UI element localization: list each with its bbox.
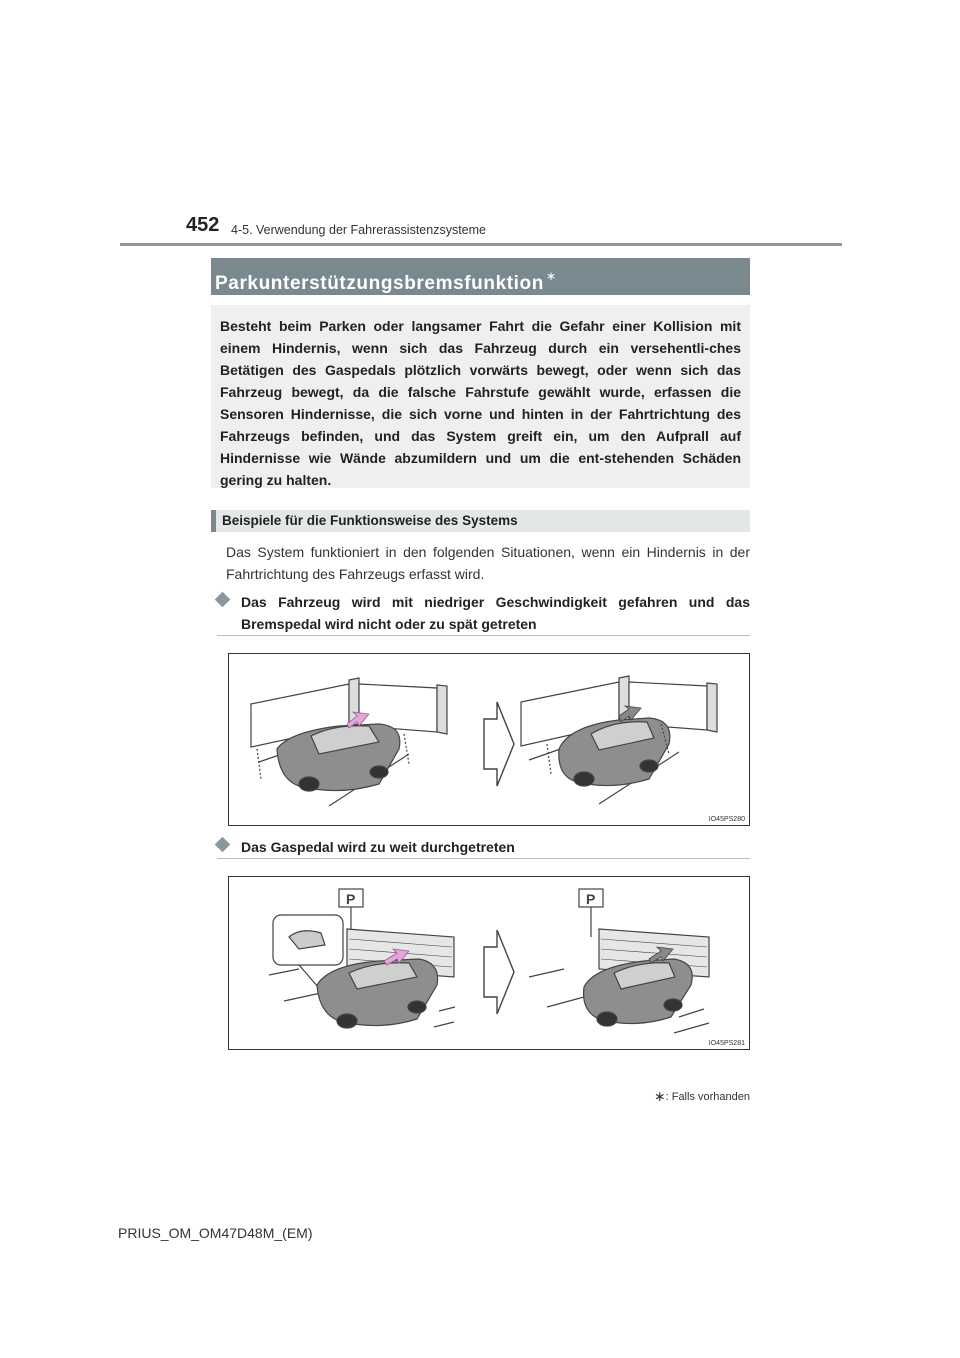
title-footnote-mark: ∗ (545, 269, 557, 283)
footnote (654, 1088, 750, 1105)
section-title (211, 258, 557, 302)
footnote-text: : Falls vorhanden (665, 1091, 750, 1103)
case-1-divider (217, 635, 750, 636)
case-2-label: Das Gaspedal wird zu weit durchgetreten (241, 839, 515, 855)
intro-box (211, 305, 750, 488)
case-1 (217, 591, 750, 635)
transition-arrow-icon (484, 702, 514, 786)
examples-heading-text: Beispiele für die Funktionsweise des Systems (222, 513, 518, 528)
intro-text: Besteht beim Parken oder langsamer Fahrt die Gefahr einer Kollision mit einem Hindernis, wenn sich das Fahrzeug durch ein versehentli-ches Betätigen des Gaspedals plötzlich vorwärts bewegt, oder wenn sich das Fahrzeug bewegt, da die falsche Fahrstufe gewählt wurde, erfassen die Sensoren Hindernisse, die sich vorne und hinten in der Fahrtrichtung des Fahrzeugs befinden, und das System greift ein, um den Aufprall auf Hindernisse wie Wände abzumildern und um die ent-stehenden Schäden gering zu halten. (220, 318, 741, 488)
case-2 (217, 836, 750, 858)
svg-text:P: P (586, 891, 596, 907)
svg-text:P: P (346, 891, 356, 907)
document-id: PRIUS_OM_OM47D48M_(EM) (118, 1225, 313, 1241)
heading-accent-bar (211, 510, 216, 532)
figure-low-speed-collision (228, 653, 750, 826)
examples-heading (211, 510, 750, 532)
illustration-low-speed (229, 654, 749, 825)
header-divider (120, 243, 842, 246)
section-title-bar (211, 258, 750, 295)
figure-accelerator-overpressed (228, 876, 750, 1050)
footnote-mark: ∗ (653, 1088, 666, 1104)
case-1-label: Das Fahrzeug wird mit niedriger Geschwindigkeit gefahren und das Bremspedal wird nicht oder zu spät getreten (241, 594, 750, 632)
section-title-text: Parkunterstützungsbremsfunktion (215, 273, 544, 294)
case-2-divider (217, 858, 750, 859)
figure-id: IO45PS281 (708, 1040, 745, 1047)
illustration-accelerator (229, 877, 749, 1049)
chapter-title: 4-5. Verwendung der Fahrerassistenzsysteme (231, 223, 486, 237)
figure-id: IO45PS280 (708, 816, 745, 823)
examples-body: Das System funktioniert in den folgenden Situationen, wenn ein Hindernis in der Fahrtrichtung des Fahrzeugs erfasst wird. (226, 544, 750, 582)
diamond-bullet-icon (215, 592, 231, 608)
diamond-bullet-icon (215, 837, 231, 853)
page-number: 452 (186, 214, 220, 236)
transition-arrow-icon (484, 930, 514, 1014)
